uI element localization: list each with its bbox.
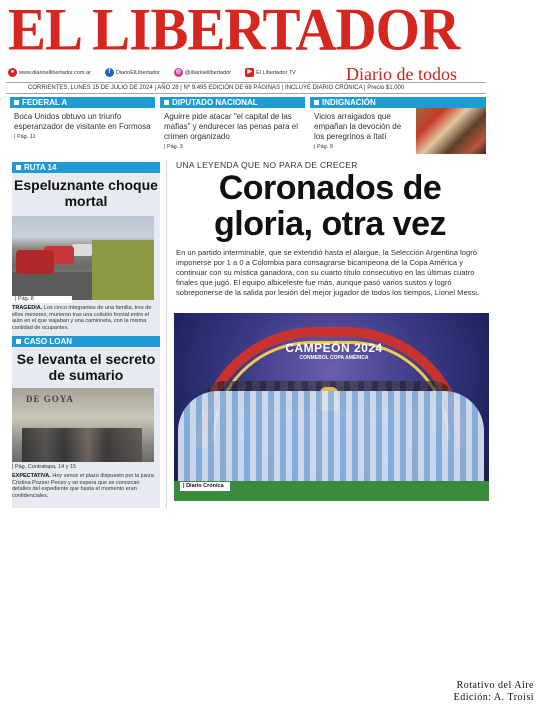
edition-info: CORRIENTES, LUNES 15 DE JULIO DE 2024 | AÑO 28 | Nº 9.495 EDICIÓN DE 68 PÁGINAS | INCLUYE DIARIO CRÓNICA | Precio $1.000	[6, 82, 486, 94]
social-web[interactable]	[8, 68, 91, 77]
ruta-14-caption	[12, 305, 154, 331]
square-bullet-icon	[16, 165, 21, 170]
photo-players	[178, 391, 484, 481]
teaser-tag-label: INDIGNACIÓN	[322, 98, 376, 107]
caption-lead: EXPECTATIVA.	[12, 473, 51, 479]
globe-icon: ●	[8, 68, 17, 77]
ruta-14-page: | Pág. 8	[12, 296, 72, 303]
square-bullet-icon	[16, 339, 21, 344]
caso-loan-headline[interactable]: Se levanta el secreto de sumario	[16, 351, 156, 383]
teaser-text: Boca Unidos obtuvo un triunfo esperanzador de visitante en Formosa	[14, 112, 151, 131]
photo-credit: | Diario Crónica	[180, 482, 230, 491]
social-instagram-label: @diarioellibertador	[184, 69, 232, 76]
teaser-tag-label: DIPUTADO NACIONAL	[172, 98, 258, 107]
photo-people	[22, 428, 142, 462]
teaser-page: | Pág. 11	[14, 134, 36, 140]
facebook-icon: f	[105, 68, 114, 77]
teaser-diputado-nacional[interactable]	[160, 97, 305, 155]
main-lede: En un partido interminable, que se extendió hasta el alargue, la Selección Argentina logró imponerse por 1 a 0 a Colombia para consagrarse bicampeona de la Copa América y continuar con su mística ganadora, con su cuarto título consecutivo en las últimas cuatro finales que jugó. El equipo albiceleste fue más, aunque pasó varios sustos y logró sobreponerse de la salida por lesión del mejor jugador de todos los tiempos, Lionel Messi.	[176, 248, 480, 297]
social-instagram[interactable]	[174, 68, 231, 77]
masthead-title: EL LIBERTADOR	[8, 0, 460, 64]
champions-photo	[174, 313, 489, 501]
photo-banner-sub: CONMEBOL COPA AMÉRICA	[299, 355, 369, 361]
social-facebook[interactable]	[105, 68, 160, 77]
teaser-indignacion[interactable]	[310, 97, 414, 155]
teaser-page: | Pág. 9	[314, 144, 333, 150]
caso-loan-caption	[12, 473, 154, 499]
caso-loan-page: | Pág. Contratapa, 14 y 15	[12, 464, 77, 470]
car-crash-photo	[12, 216, 154, 300]
teaser-federal-a[interactable]	[10, 97, 155, 155]
main-headline[interactable]: Coronados de gloria, otra vez	[214, 169, 446, 243]
teaser-tag	[310, 97, 486, 108]
masthead	[6, 0, 486, 84]
newspaper-front-page	[6, 0, 486, 508]
masthead-subtitle: Diario de todos	[346, 64, 457, 84]
caption-text: Hoy vence el plazo dispuesto por la jueza Cristina Pozzer Penzo y se espera que se conozcan detalles del expediente que hasta el momento eran confidenciales.	[12, 473, 154, 499]
square-bullet-icon	[164, 100, 169, 105]
social-youtube-label: El Libertador TV	[256, 69, 296, 76]
photo-car	[16, 250, 54, 274]
caption-text: Los cinco integrantes de una familia, tres de ellos menores, murieron tras una colisión frontal entre el auto en el que viajaban y una camioneta, con la misma cantidad de ocupantes.	[12, 305, 152, 331]
instagram-icon: ◎	[175, 69, 181, 75]
square-bullet-icon	[14, 100, 19, 105]
caso-loan-tag-label: CASO LOAN	[24, 337, 72, 346]
courthouse-photo	[12, 388, 154, 462]
caption-lead: TRAGEDIA.	[12, 305, 43, 311]
ruta-14-tag	[12, 162, 160, 173]
photo-grass	[92, 240, 154, 300]
teaser-tag-label: FEDERAL A	[22, 98, 68, 107]
social-facebook-label: DiarioElLibertador	[115, 69, 160, 76]
teaser-text: Aguirre pide atacar "el capital de las mafias" y endurecer las penas para el crimen organizado	[164, 112, 299, 141]
teaser-tag	[160, 97, 305, 108]
photo-car	[72, 244, 92, 256]
teaser-page: | Pág. 3	[164, 144, 183, 150]
ruta-14-headline[interactable]: Espeluznante choque mortal	[14, 177, 158, 209]
ruta-14-tag-label: RUTA 14	[24, 163, 57, 172]
credit-line-2: Edición: A. Troisi	[453, 692, 534, 703]
main-kicker: UNA LEYENDA QUE NO PARA DE CRECER	[176, 160, 358, 170]
courthouse-sign: DE GOYA	[26, 394, 74, 404]
social-links	[8, 66, 344, 79]
social-youtube[interactable]	[245, 68, 296, 77]
square-bullet-icon	[314, 100, 319, 105]
social-web-label: www.diarioellibertador.com.ar	[19, 69, 91, 76]
caso-loan-tag	[12, 336, 160, 347]
teaser-tag	[10, 97, 155, 108]
teaser-text: Vicios arraigados que empañan la devoción de los peregrinos a Itatí	[314, 112, 402, 141]
photo-banner: CAMPEÓN 2024	[285, 341, 383, 355]
column-divider	[166, 160, 167, 508]
caso-loan-header	[12, 336, 160, 385]
pilgrims-photo	[416, 108, 486, 154]
youtube-icon: ▶	[245, 68, 254, 77]
credit-line-1: Rotativo del Aire	[456, 680, 534, 691]
